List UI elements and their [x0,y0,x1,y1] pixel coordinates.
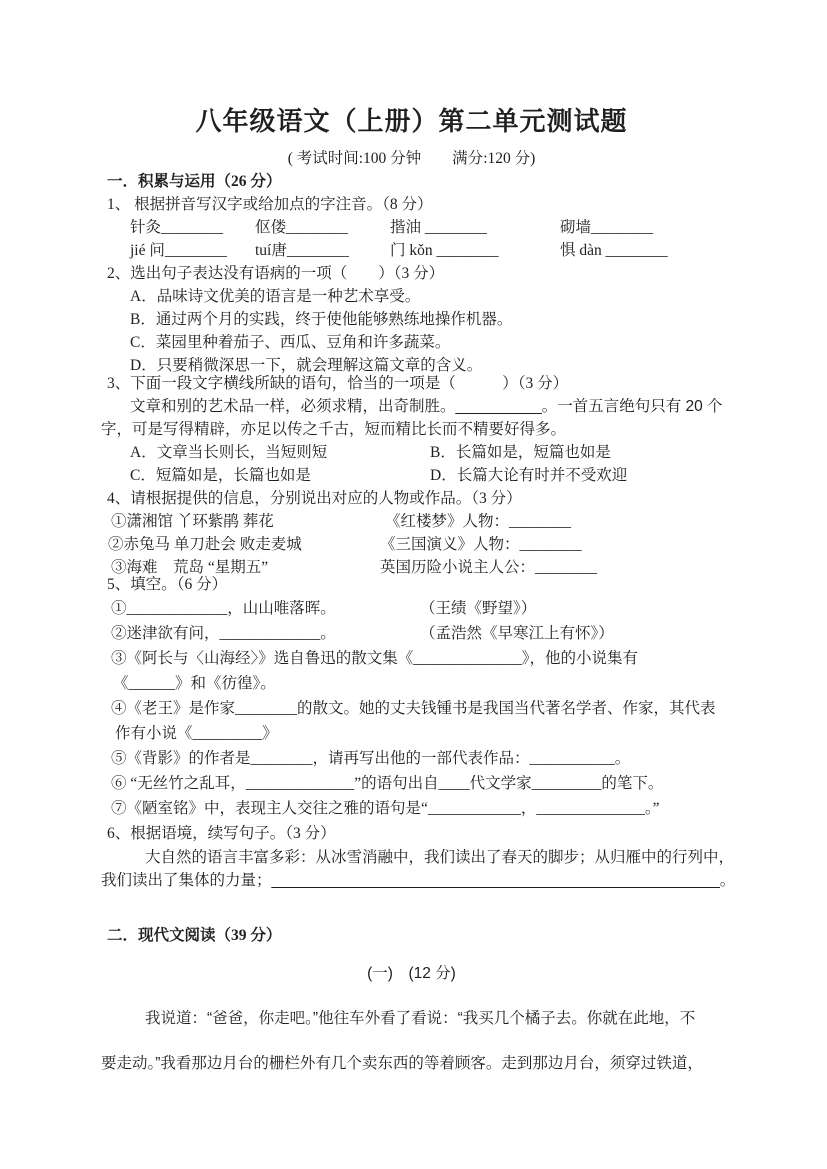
q1-pinyin-row-2-col-1: tuí唐________ [255,242,349,259]
q1-pinyin-row-2-col-0: jié 问________ [130,242,227,259]
q3-passage-line-1: 文章和别的艺术品一样，必须求精，出奇制胜。__________。一首五言绝句只有 20 个 [130,398,723,415]
q2-option-b: B．通过两个月的实践，终于使他能够熟练地操作机器。 [130,311,513,328]
reading-1-para-line-1: 我说道：“爸爸，你走吧。”他往车外看了看说：“我买几个橘子去。你就在此地，不 [145,1010,696,1027]
q1-pinyin-row-1-col-1: 伛偻________ [255,219,349,236]
q5-item-5: ⑤《背影》的作者是________，请再写出他的一部代表作品：___________。 [111,750,631,767]
q1-pinyin-row-1 [130,216,722,239]
q3-options-ab-col-0: A．文章当长则长，当短则短 [130,444,328,461]
q5-item-4-line-1: ④《老王》是作家________的散文。她的丈夫钱锺书是我国当代著名学者、作家，其代表 [111,700,716,717]
q2-option-c: C．菜园里种着茄子、西瓜、豆角和许多蔬菜。 [130,334,451,351]
q1-pinyin-row-2-col-3: 惧 dàn ________ [560,242,668,259]
q4-item-2 [108,533,722,556]
q1-pinyin-row-2-col-2: 门 kǒn ________ [390,242,499,259]
q3-options-ab [130,441,722,464]
q5-item-7: ⑦《陋室铭》中，表现主人交往之雅的语句是“____________，______________。” [111,800,660,817]
reading-1-heading: (一) (12 分) [367,965,456,982]
q3-options-ab-col-1: B．长篇如是，短篇也如是 [430,444,611,461]
q3-options-cd [130,464,722,487]
q4-item-1-col-0: ①潇湘馆 丫环紫鹃 葬花 [111,513,274,530]
q1-pinyin-row-1-col-3: 砌墙________ [560,219,654,236]
q3-passage-line-2: 字，可是写得精辟，亦足以传之千古，短而精比长而不精要好得多。 [101,421,567,438]
q4-item-1-col-1: 《红楼梦》人物：________ [385,513,572,530]
question-5: 5、填空。（6 分） [107,576,228,593]
q1-pinyin-row-1-col-0: 针灸________ [130,219,224,236]
q3-options-cd-col-0: C．短篇如是，长篇也如是 [130,467,311,484]
question-3: 3、下面一段文字横线所缺的语句，恰当的一项是（ ）（3 分） [107,375,569,392]
q2-option-d: D．只要稍微深思一下，就会理解这篇文章的含义。 [130,357,483,374]
q5-item-3-line-1: ③《阿长与〈山海经〉》选自鲁迅的散文集《______________》，他的小说集有 [111,650,639,667]
reading-1-para-line-2: 要走动。”我看那边月台的栅栏外有几个卖东西的等着顾客。走到那边月台，须穿过铁道， [101,1055,703,1072]
q6-passage-line-1: 大自然的语言丰富多彩：从冰雪消融中，我们读出了春天的脚步；从归雁中的行列中， [145,849,735,866]
q5-item-3-line-2: 《______》和《彷徨》。 [113,675,276,692]
q5-item-2-col-0: ②迷津欲有问，_____________。 [111,625,336,642]
question-4: 4、请根据提供的信息，分别说出对应的人物或作品。（3 分） [107,490,522,507]
exam-meta: ( 考试时间:100 分钟 满分:120 分) [287,150,536,167]
q2-option-a: A．品味诗文优美的语言是一种艺术享受。 [130,288,421,305]
q4-item-2-col-0: ②赤兔马 单刀赴会 败走麦城 [108,536,302,553]
q5-item-2-col-1: （孟浩然《早寒江上有怀》） [420,625,614,642]
question-6: 6、根据语境，续写句子。（3 分） [107,825,336,842]
q3-options-cd-col-1: D．长篇大论有时并不受欢迎 [430,467,628,484]
q4-item-1 [111,510,722,533]
q4-item-3-col-0: ③海难 荒岛 “星期五” [111,559,269,576]
q5-item-1-col-1: （王绩《野望》） [420,600,537,617]
q4-item-2-col-1: 《三国演义》人物：________ [380,536,582,553]
exam-title: 八年级语文（上册）第二单元测试题 [195,107,628,136]
question-1: 1、 根据拼音写汉字或给加点的字注音。（8 分） [107,196,433,213]
question-2: 2、选出句子表达没有语病的一项（ ）（3 分） [107,265,445,282]
q5-item-2 [111,621,722,646]
q5-item-1 [111,596,722,621]
q1-pinyin-row-1-col-2: 揩油 ________ [390,219,487,236]
q1-pinyin-row-2 [130,239,722,262]
q5-item-4-line-2: 作有小说《_________》 [115,725,278,742]
q5-item-1-col-0: ①_____________，山山唯落晖。 [111,600,336,617]
q6-passage-line-2: 我们读出了集体的力量；____________________________________________________。 [101,872,736,889]
section-1-heading: 一．积累与运用（26 分） [107,173,282,190]
q4-item-3-col-1: 英国历险小说主人公：________ [380,559,598,576]
q5-item-6: ⑥ “无丝竹之乱耳，______________”的语句出自____代文学家_________的笔下。 [111,775,664,792]
section-2-heading: 二．现代文阅读（39 分） [107,927,282,944]
